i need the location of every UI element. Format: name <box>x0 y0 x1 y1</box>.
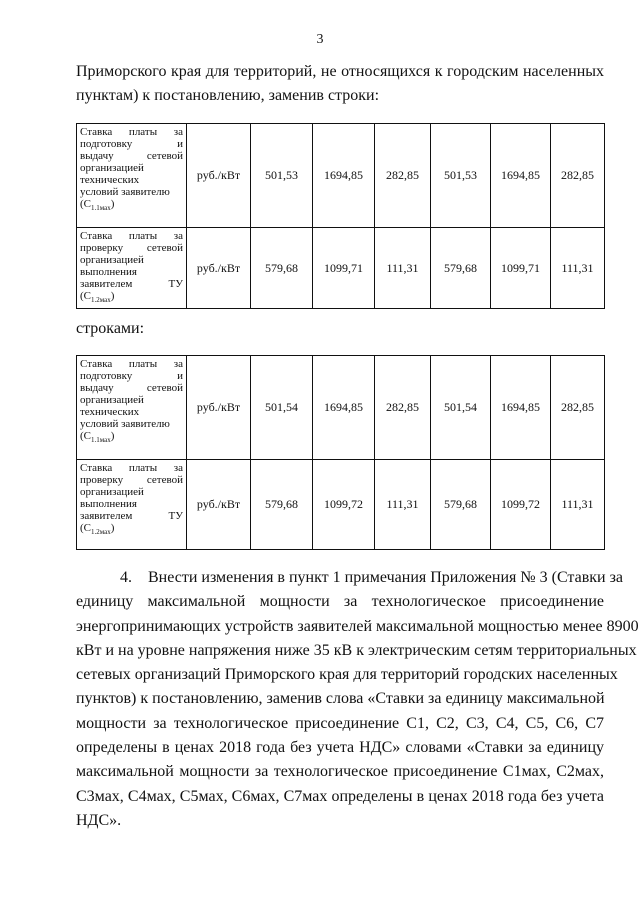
value-cell: 501,54 <box>431 356 491 460</box>
replacement-label: строками: <box>76 320 145 337</box>
rate-name-line: технических <box>80 406 140 418</box>
rate-code-close: ) <box>110 290 115 302</box>
value-cell: 579,68 <box>251 460 313 550</box>
table-row <box>77 124 605 228</box>
value-cell: 579,68 <box>431 460 491 550</box>
value-cell: 1099,71 <box>313 228 375 309</box>
table-row <box>77 356 605 460</box>
value-cell: 111,31 <box>375 460 431 550</box>
value-cell: 282,85 <box>375 124 431 228</box>
rate-code-sub: 1.2мах <box>91 528 111 537</box>
rate-name-line: организацией <box>80 486 144 498</box>
rate-code <box>80 430 183 446</box>
old-rates-table <box>76 123 605 309</box>
rate-name-line: Ставка платы за <box>80 462 183 474</box>
rate-name-line: подготовку и <box>80 138 183 150</box>
value-cell: 1694,85 <box>313 124 375 228</box>
rate-name-line: условий заявителю <box>80 418 170 430</box>
intro-line: пунктам) к постановлению, заменив строки: <box>76 87 380 104</box>
rate-name-line: организацией <box>80 254 144 266</box>
paragraph-line: НДС». <box>76 811 122 829</box>
rate-code-sub: 1.1мах <box>91 436 111 445</box>
value-cell: 579,68 <box>431 228 491 309</box>
rate-name-line: выполнения <box>80 498 137 510</box>
rate-code-base: (С <box>80 198 91 210</box>
value-cell: 282,85 <box>551 356 605 460</box>
value-cell: 111,31 <box>375 228 431 309</box>
unit-cell: руб./кВт <box>187 356 251 460</box>
rate-name-line: Ставка платы за <box>80 358 183 370</box>
paragraph-line: определены в ценах 2018 года без учета НДС» словами «Ставки за единицу <box>76 739 604 757</box>
paragraph-line: пунктов) к постановлению, заменив слова «Ставки за единицу максимальной <box>76 690 605 708</box>
item-4-paragraph <box>76 566 639 833</box>
paragraph-line: мощности за технологическое присоединение С1, С2, С3, С4, С5, С6, С7 <box>76 714 604 732</box>
rate-name-line: заявителем ТУ <box>80 278 183 290</box>
unit-cell: руб./кВт <box>187 124 251 228</box>
intro-text <box>76 60 604 108</box>
rate-name-line: Ставка платы за <box>80 230 183 242</box>
rate-code-close: ) <box>110 522 115 534</box>
rate-code <box>80 198 183 214</box>
value-cell: 1694,85 <box>491 356 551 460</box>
value-cell: 1099,72 <box>491 460 551 550</box>
value-cell: 282,85 <box>551 124 605 228</box>
rate-name-line: подготовку и <box>80 370 183 382</box>
rate-code <box>80 290 183 306</box>
rate-name-line: выполнения <box>80 266 137 278</box>
value-cell: 282,85 <box>375 356 431 460</box>
paragraph-line: сетевых организаций Приморского края для территорий городских населенных <box>76 666 618 684</box>
value-cell: 1099,72 <box>313 460 375 550</box>
rate-name-line: выдачу сетевой <box>80 150 183 162</box>
rate-name-cell <box>77 460 187 550</box>
rate-name-line: организацией <box>80 394 144 406</box>
value-cell: 501,53 <box>251 124 313 228</box>
rate-name-line: организацией <box>80 162 144 174</box>
value-cell: 1694,85 <box>491 124 551 228</box>
value-cell: 1099,71 <box>491 228 551 309</box>
rate-name-line: Ставка платы за <box>80 126 183 138</box>
unit-cell: руб./кВт <box>187 228 251 309</box>
value-cell: 1694,85 <box>313 356 375 460</box>
rate-name-line: технических <box>80 174 140 186</box>
table-row <box>77 228 605 309</box>
rate-code-sub: 1.2мах <box>91 296 111 305</box>
rate-code-base: (С <box>80 522 91 534</box>
paragraph-line: максимальной мощности за технологическое присоединение С1мах, С2мах, <box>76 763 604 781</box>
intro-line: Приморского края для территорий, не относящихся к городским населенных <box>76 63 604 80</box>
value-cell: 111,31 <box>551 460 605 550</box>
paragraph-line: единицу максимальной мощности за технологическое присоединение <box>76 593 604 611</box>
new-rates-table <box>76 355 605 550</box>
rate-name-line: выдачу сетевой <box>80 382 183 394</box>
rate-code-base: (С <box>80 290 91 302</box>
rate-name-line: условий заявителю <box>80 186 170 198</box>
table-row <box>77 460 605 550</box>
paragraph-line: энергопринимающих устройств заявителей максимальной мощностью менее 8900 <box>76 617 639 635</box>
value-cell: 501,53 <box>431 124 491 228</box>
rate-name-line: проверку сетевой <box>80 242 183 254</box>
rate-name-line: проверку сетевой <box>80 474 183 486</box>
page-number: 3 <box>316 32 324 47</box>
rate-code-base: (С <box>80 430 91 442</box>
rate-code-close: ) <box>110 430 115 442</box>
rate-name-line: заявителем ТУ <box>80 510 183 522</box>
rate-name-cell <box>77 124 187 228</box>
rate-code-sub: 1.1мах <box>91 204 111 213</box>
rate-code-close: ) <box>110 198 115 210</box>
rate-name-cell <box>77 356 187 460</box>
paragraph-line: С3мах, С4мах, С5мах, С6мах, С7мах определены в ценах 2018 года без учета <box>76 787 604 805</box>
paragraph-line: 4. Внести изменения в пункт 1 примечания Приложения № 3 (Ставки за <box>120 569 624 586</box>
paragraph-line: кВт и на уровне напряжения ниже 35 кВ к электрическим сетям территориальных <box>76 641 637 659</box>
value-cell: 111,31 <box>551 228 605 309</box>
value-cell: 579,68 <box>251 228 313 309</box>
rate-code <box>80 522 183 538</box>
value-cell: 501,54 <box>251 356 313 460</box>
rate-name-cell <box>77 228 187 309</box>
unit-cell: руб./кВт <box>187 460 251 550</box>
